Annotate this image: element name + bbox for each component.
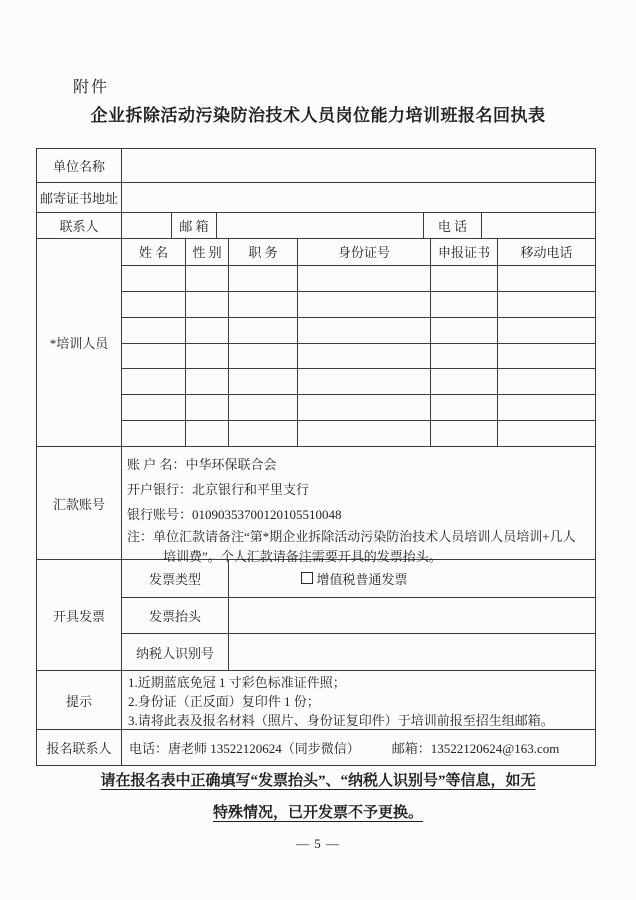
trainee-row <box>122 368 595 394</box>
trainee-row <box>122 420 595 446</box>
trainee-row <box>122 265 595 291</box>
invoice-title-value <box>228 598 595 634</box>
trainee-cell <box>497 318 595 343</box>
contact-label: 联系人 <box>59 219 99 234</box>
invoice-type-row <box>122 560 595 597</box>
trainee-row <box>122 343 595 369</box>
trainee-cell <box>228 421 297 446</box>
account-name: 账 户 名：中华环保联合会 <box>127 457 277 472</box>
col-gender: 性 别 <box>185 239 228 265</box>
trainee-cell <box>430 344 497 369</box>
trainee-cell <box>430 318 497 343</box>
trainee-cell <box>297 421 430 446</box>
trainee-cell <box>185 318 228 343</box>
invoice-label: 开具发票 <box>52 608 105 624</box>
trainee-cell <box>297 344 430 369</box>
contact-value <box>121 213 171 238</box>
registration-contact-phone: 电话：唐老师 13522120624（同步微信） <box>129 741 360 756</box>
attachment-label: 附件 <box>73 79 110 96</box>
mailing-address-row <box>37 182 595 212</box>
registration-contact-label: 报名联系人 <box>46 741 112 756</box>
trainee-row <box>122 317 595 343</box>
trainee-cell <box>122 266 185 291</box>
trainee-cell <box>430 421 497 446</box>
remittance-label: 汇款账号 <box>52 496 105 512</box>
contact-row <box>37 212 595 238</box>
invoice-title-row <box>122 597 595 634</box>
trainee-cell <box>297 266 430 291</box>
trainee-cell <box>122 344 185 369</box>
invoice-type-value <box>228 560 595 597</box>
trainee-row <box>122 291 595 317</box>
trainee-cell <box>297 395 430 420</box>
trainee-cell <box>185 395 228 420</box>
trainee-cell <box>497 421 595 446</box>
unit-name-value <box>121 149 595 182</box>
tip-item-3: 3.请将此表及报名材料（照片、身份证复印件）于培训前报至招生组邮箱。 <box>128 713 554 728</box>
col-mobile: 移动电话 <box>497 239 595 265</box>
trainee-cell <box>497 292 595 317</box>
unit-name-row <box>37 149 595 182</box>
invoice-subtable <box>121 560 595 670</box>
page-title: 企业拆除活动污染防治技术人员岗位能力培训班报名回执表 <box>90 106 546 125</box>
trainee-cell <box>122 369 185 394</box>
trainee-cell <box>297 292 430 317</box>
trainee-cell <box>497 266 595 291</box>
unit-name-label: 单位名称 <box>52 159 105 174</box>
tips-label: 提示 <box>65 693 92 709</box>
phone-value <box>481 213 595 238</box>
invoice-section <box>37 559 595 670</box>
trainee-cell <box>122 318 185 343</box>
registration-contact-details <box>121 730 595 765</box>
trainees-header-row <box>122 239 595 265</box>
registration-contact-row <box>37 729 595 765</box>
footer-note-line1: 请在报名表中正确填写“发票抬头”、“纳税人识别号”等信息，如无 <box>100 773 536 789</box>
trainee-cell <box>430 395 497 420</box>
trainees-row <box>37 238 595 446</box>
tip-item-2: 2.身份证（正反面）复印件 1 份； <box>128 694 320 709</box>
trainee-cell <box>228 266 297 291</box>
remittance-row <box>37 446 595 564</box>
email-value <box>216 213 423 238</box>
trainee-cell <box>122 395 185 420</box>
trainees-subtable <box>121 239 595 446</box>
trainee-row <box>122 394 595 420</box>
col-position: 职 务 <box>228 239 297 265</box>
col-name: 姓 名 <box>138 245 169 261</box>
trainee-cell <box>430 266 497 291</box>
registration-form-table <box>36 148 596 766</box>
email-label: 邮 箱 <box>171 213 216 238</box>
trainee-cell <box>185 266 228 291</box>
trainee-cell <box>185 421 228 446</box>
invoice-type-label: 发票类型 <box>148 571 201 587</box>
trainee-cell <box>497 344 595 369</box>
trainee-cell <box>122 292 185 317</box>
trainee-cell <box>297 318 430 343</box>
remittance-note-line1: 注：单位汇款请备注“第*期企业拆除活动污染防治技术人员培训人员培训+几人 <box>127 529 576 544</box>
trainee-cell <box>430 292 497 317</box>
trainee-cell <box>228 395 297 420</box>
trainee-cell <box>228 318 297 343</box>
taxpayer-id-label: 纳税人识别号 <box>135 645 214 661</box>
trainee-cell <box>228 292 297 317</box>
trainee-cell <box>185 369 228 394</box>
trainee-cell <box>185 292 228 317</box>
remittance-note-line2: 培训费”。个人汇款请备注需要开具的发票抬头。 <box>163 549 442 564</box>
tips-content <box>121 671 595 729</box>
tip-item-1: 1.近期蓝底免冠 1 寸彩色标准证件照； <box>128 675 346 690</box>
trainees-label: *培训人员 <box>49 336 109 351</box>
trainee-cell <box>228 344 297 369</box>
invoice-title-label: 发票抬头 <box>148 608 201 624</box>
trainee-cell <box>297 369 430 394</box>
trainee-cell <box>122 421 185 446</box>
vat-invoice-option-label: 增值税普通发票 <box>316 571 408 587</box>
mailing-address-label: 邮寄证书地址 <box>39 191 118 206</box>
remittance-details <box>121 447 595 564</box>
mailing-address-value <box>121 183 595 212</box>
registration-contact-email: 邮箱：13522120624@163.com <box>391 741 560 756</box>
footer-note-line2: 特殊情况，已开发票不予更换。 <box>212 805 423 821</box>
page-number: — 5 — <box>296 836 340 851</box>
col-certificate: 申报证书 <box>430 239 497 265</box>
trainee-cell <box>228 369 297 394</box>
taxpayer-id-row <box>122 633 595 670</box>
tips-row <box>37 670 595 729</box>
col-id-number: 身份证号 <box>297 239 430 265</box>
trainee-cell <box>185 344 228 369</box>
vat-invoice-checkbox <box>301 572 313 584</box>
bank-account-number: 银行账号：01090353700120105510048 <box>127 507 342 522</box>
trainee-cell <box>497 369 595 394</box>
trainee-cell <box>497 395 595 420</box>
phone-label: 电 话 <box>423 213 481 238</box>
bank-name: 开户银行：北京银行和平里支行 <box>127 482 310 497</box>
taxpayer-id-value <box>228 634 595 670</box>
trainee-cell <box>430 369 497 394</box>
